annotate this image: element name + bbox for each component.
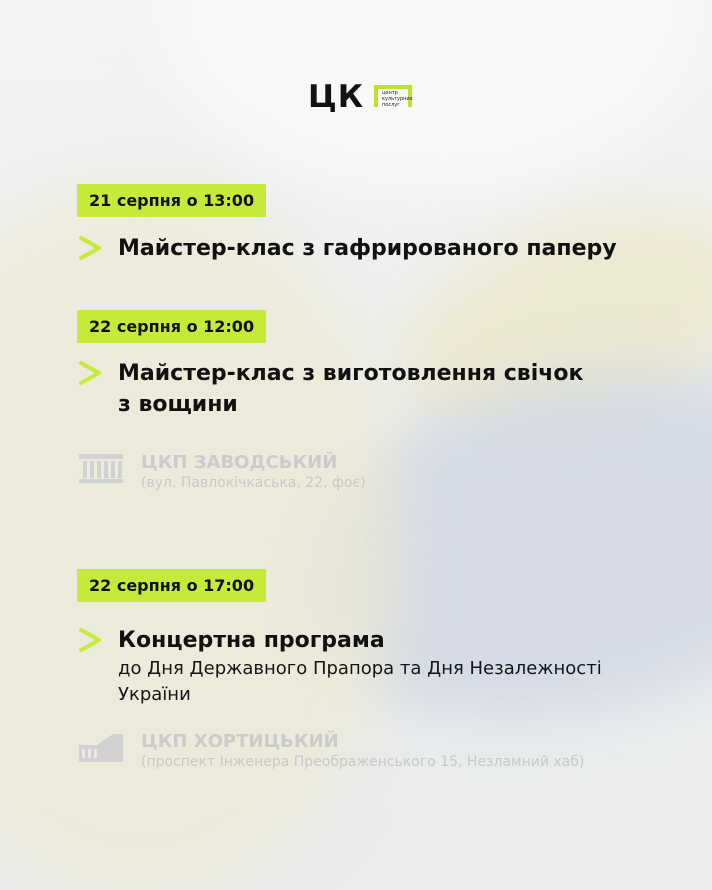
event-text [118,233,617,264]
event-date-badge: 22 серпня о 12:00 [77,310,266,343]
building-icon [77,731,125,763]
logo-subtitle: центр культурних послуг [382,90,413,108]
event-text [118,358,583,420]
event-text [118,625,602,708]
event-title-line2: з вощини [118,392,238,417]
venue-address: (проспект Інженера Преображенського 15, Незламний хаб) [141,754,585,770]
venue-text [141,731,584,771]
logo [308,79,413,115]
venue-name: ЦКП ЗАВОДСЬКИЙ [141,452,338,473]
event-item [77,625,602,708]
event-title: Майстер-клас з виготовлення свічок [118,361,584,386]
logo-text: ЦК [308,79,365,115]
event-title: Майстер-клас з гафрированого паперу [118,236,617,261]
chevron-right-icon [77,627,103,653]
building-columns-icon [77,452,125,484]
event-item [77,233,617,264]
chevron-right-icon [77,235,103,261]
venue-text [141,452,366,492]
venue [77,731,584,771]
event-subtitle-line2: України [118,684,191,705]
event-date-badge: 21 серпня о 13:00 [77,184,266,217]
venue-address: (вул. Павлокічкаська, 22, фоє) [141,475,366,491]
venue-name: ЦКП ХОРТИЦЬКИЙ [141,731,339,752]
event-date-badge: 22 серпня о 17:00 [77,569,266,602]
event-title: Концертна програма [118,628,385,653]
event-item [77,358,583,420]
venue [77,452,366,492]
event-subtitle-line1: до Дня Державного Прапора та Дня Незалежності [118,658,602,679]
chevron-right-icon [77,360,103,386]
